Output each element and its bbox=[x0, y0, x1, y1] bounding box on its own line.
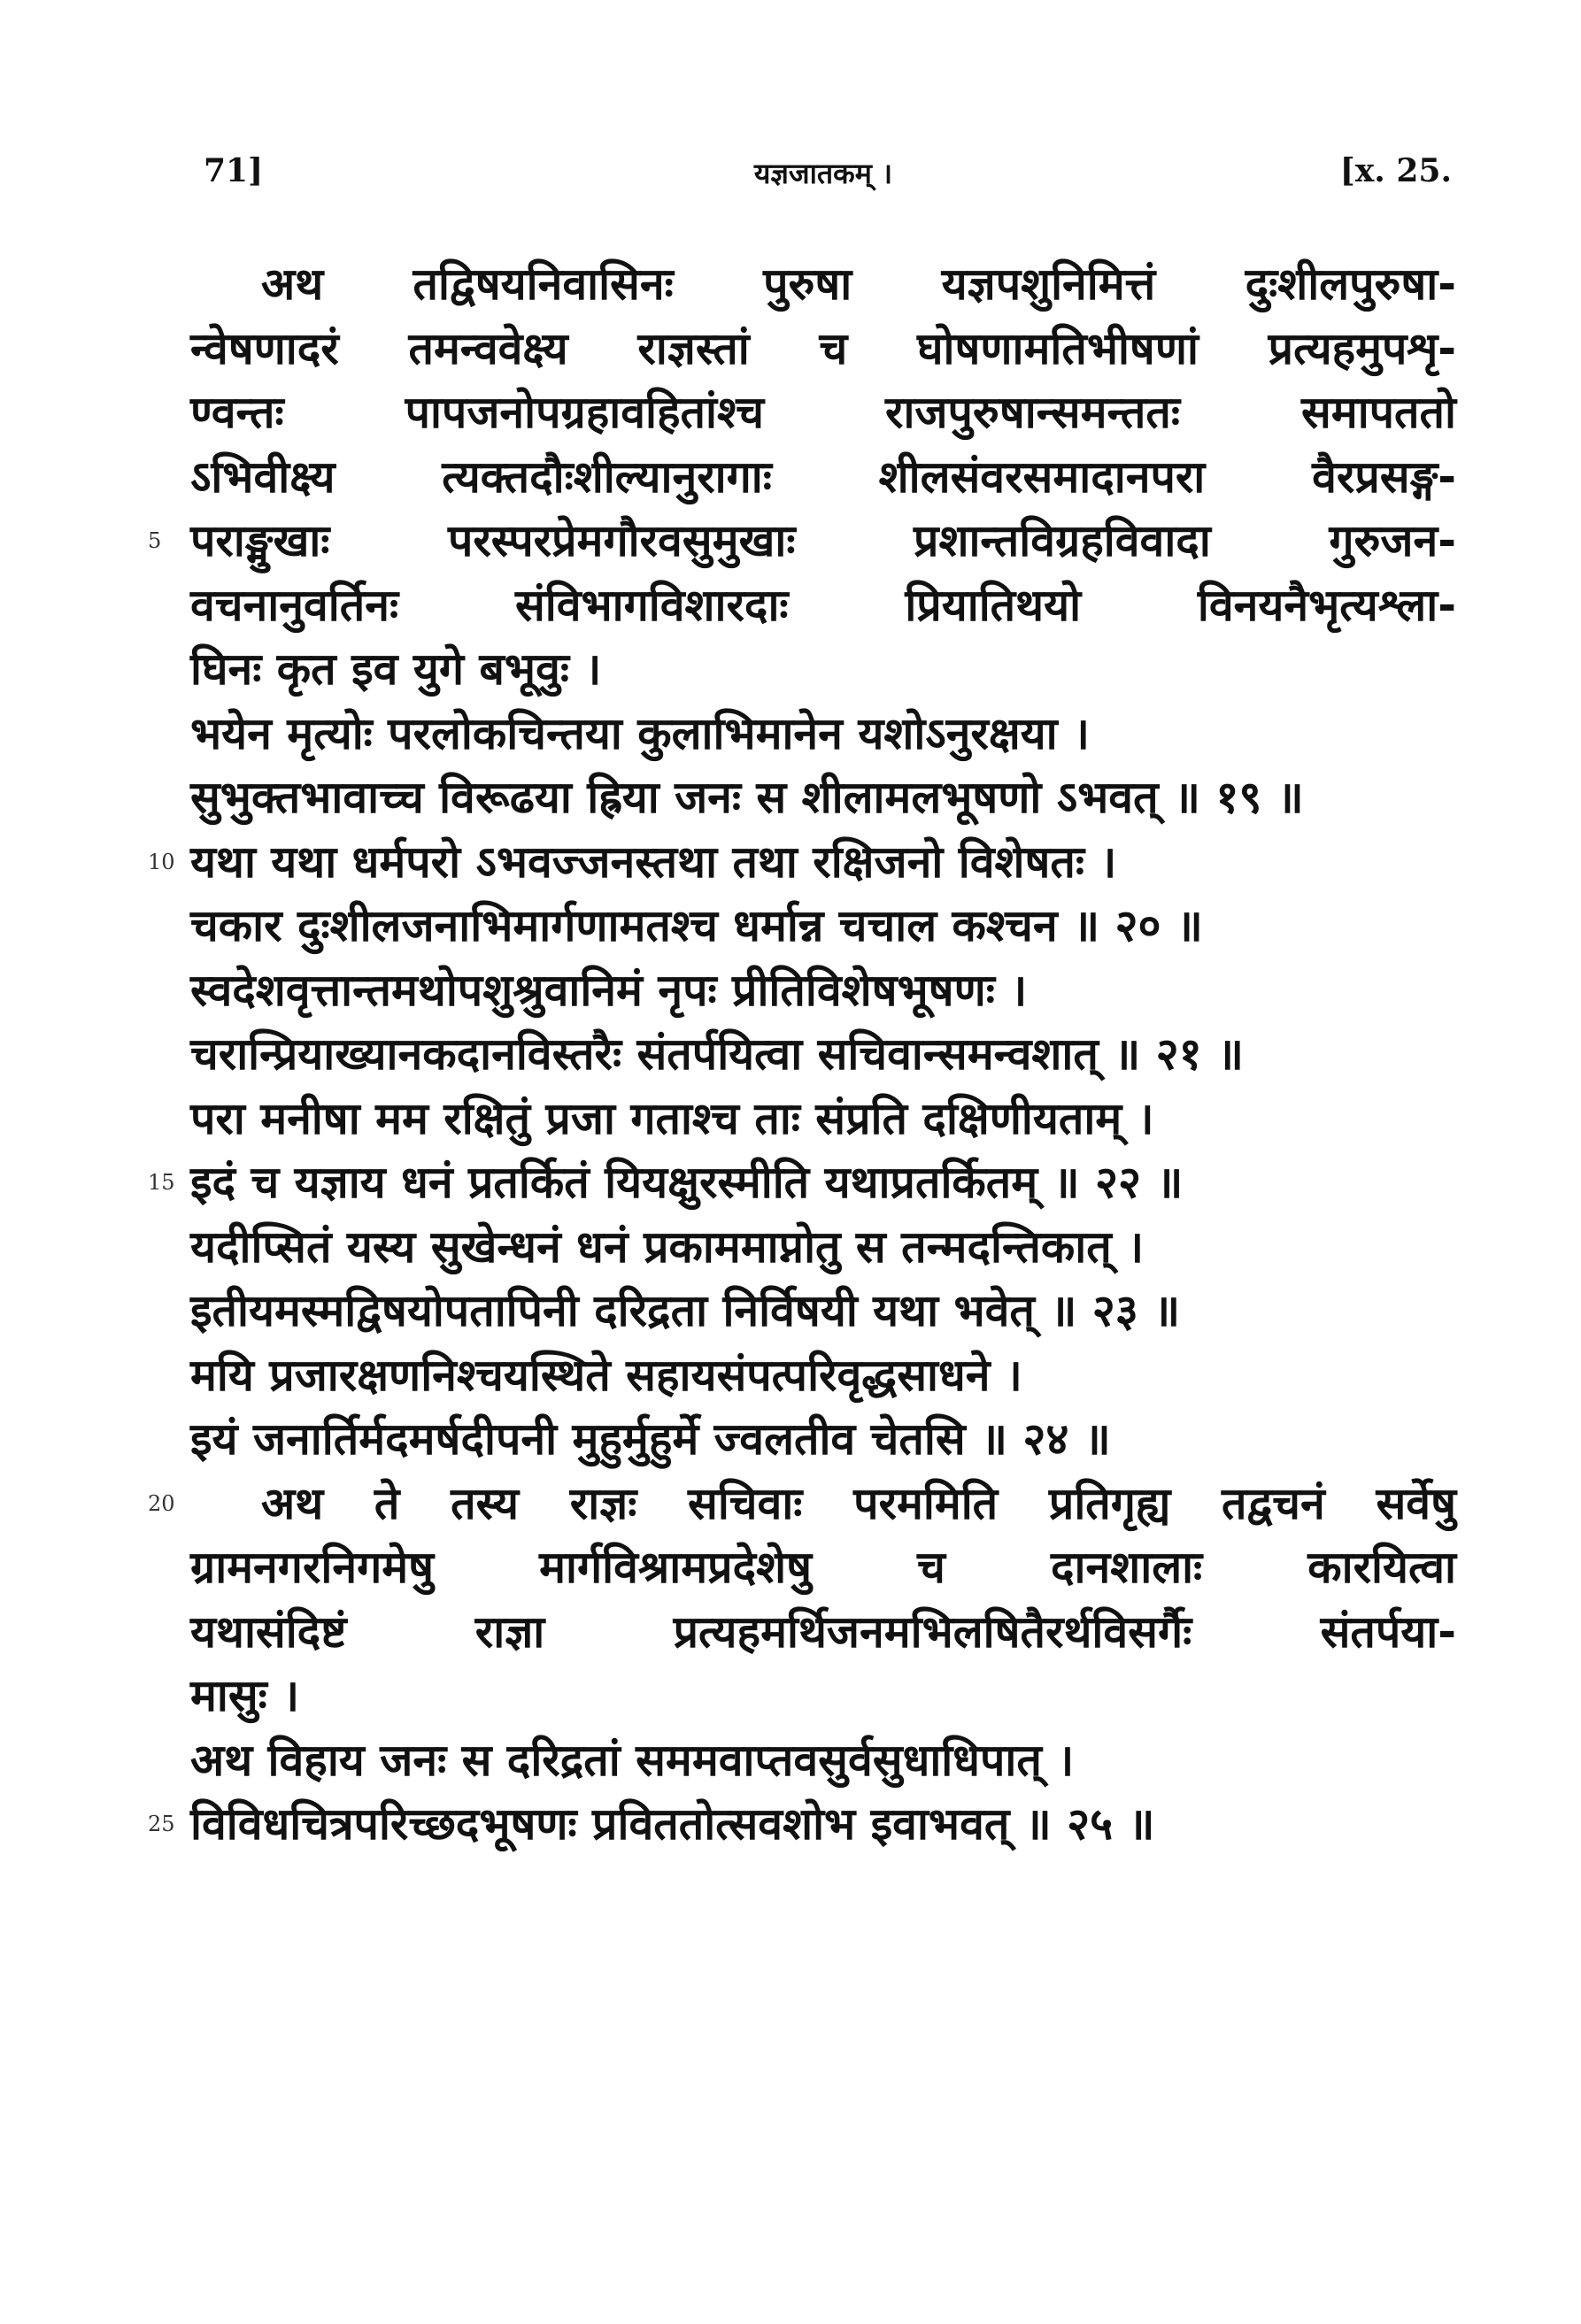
text-line bbox=[190, 766, 1456, 830]
text-line bbox=[190, 1022, 1456, 1087]
text-line bbox=[190, 573, 1456, 638]
line-text: अथ ते तस्य राज्ञः सचिवाः परममिति प्रतिगृह्य तद्वचनं सर्वेषु bbox=[261, 1477, 1456, 1529]
running-title: यज्ञजातकम् । bbox=[753, 157, 893, 190]
text-line bbox=[190, 1087, 1456, 1151]
line-text: इतीयमस्मद्विषयोपतापिनी दरिद्रता निर्विषयी यथा भवेत् ॥ २३ ॥ bbox=[190, 1285, 1181, 1336]
line-text: इदं च यज्ञाय धनं प्रतर्कितं यियक्षुरस्मीति यथाप्रतर्कितम् ॥ २२ ॥ bbox=[190, 1157, 1184, 1208]
text-line bbox=[190, 381, 1456, 445]
line-number: 5 bbox=[148, 528, 162, 553]
line-text: चकार दुःशीलजनाभिमार्गणामतश्च धर्मान्न चचाल कश्चन ॥ २० ॥ bbox=[190, 900, 1203, 951]
text-line bbox=[190, 958, 1456, 1023]
line-text: चरान्प्रियाख्यानकदानविस्तरैः संतर्पयित्वा सचिवान्समन्वशात् ॥ २१ ॥ bbox=[190, 1028, 1244, 1080]
text-line bbox=[148, 509, 1456, 573]
body-text bbox=[148, 252, 1456, 1857]
line-number: 20 bbox=[148, 1490, 175, 1516]
text-line bbox=[190, 1728, 1456, 1793]
text-line bbox=[190, 1600, 1456, 1665]
text-line bbox=[190, 252, 1456, 317]
line-text: परा मनीषा मम रक्षितुं प्रजा गताश्च ताः संप्रति दक्षिणीयताम् । bbox=[190, 1092, 1154, 1144]
line-text: मयि प्रजारक्षणनिश्चयस्थिते सहायसंपत्परिवृद्धसाधने । bbox=[190, 1349, 1022, 1401]
line-text: वचनानुवर्तिनः संविभागविशारदाः प्रियातिथयो विनयनैभृत्यश्ला- bbox=[190, 579, 1456, 631]
line-text: यदीप्सितं यस्य सुखेन्धनं धनं प्रकाममाप्नोतु स तन्मदन्तिकात् । bbox=[190, 1220, 1145, 1273]
text-line bbox=[190, 317, 1456, 381]
running-header bbox=[195, 152, 1452, 205]
line-text: अथ विहाय जनः स दरिद्रतां सममवाप्तवसुर्वसुधाधिपात् । bbox=[190, 1734, 1075, 1786]
line-number: 15 bbox=[148, 1170, 175, 1195]
line-text: ण्वन्तः पापजनोपग्रहावहितांश्च राजपुरुषान्समन्ततः समापततो bbox=[190, 387, 1456, 438]
line-text: ऽभिवीक्ष्य त्यक्तदौःशील्यानुरागाः शीलसंवरसमादानपरा वैरप्रसङ्ग- bbox=[190, 450, 1456, 503]
text-line bbox=[148, 830, 1456, 895]
text-line bbox=[190, 1535, 1456, 1600]
text-line bbox=[190, 1343, 1456, 1408]
text-line bbox=[190, 445, 1456, 510]
text-line bbox=[190, 1215, 1456, 1280]
line-text: न्वेषणादरं तमन्ववेक्ष्य राज्ञस्तां च घोषणामतिभीषणां प्रत्यहमुपशृ- bbox=[190, 322, 1456, 374]
text-line bbox=[190, 1664, 1456, 1728]
line-text: ग्रामनगरनिगमेषु मार्गविश्रामप्रदेशेषु च दानशालाः कारयित्वा bbox=[190, 1542, 1456, 1593]
line-text: पराङ्मुखाः परस्परप्रेमगौरवसुमुखाः प्रशान्तविग्रहविवादा गुरुजन- bbox=[190, 515, 1456, 566]
text-line bbox=[148, 1792, 1456, 1857]
text-line bbox=[190, 637, 1456, 702]
text-line bbox=[190, 1279, 1456, 1343]
line-text: अथ तद्विषयनिवासिनः पुरुषा यज्ञपशुनिमित्तं दुःशीलपुरुषा- bbox=[261, 258, 1456, 310]
line-number: 25 bbox=[148, 1812, 175, 1836]
text-line bbox=[190, 702, 1456, 766]
line-number: 10 bbox=[148, 849, 175, 874]
section-reference: [x. 25. bbox=[1339, 152, 1452, 189]
line-text: विविधचित्रपरिच्छदभूषणः प्रविततोत्सवशोभ इवाभवत् ॥ २५ ॥ bbox=[190, 1798, 1155, 1850]
line-text: भयेन मृत्योः परलोकचिन्तया कुलाभिमानेन यशोऽनुरक्षया । bbox=[190, 707, 1090, 759]
line-text: सुभुक्तभावाच्च विरूढया ह्रिया जनः स शीलामलभूषणो ऽभवत् ॥ १९ ॥ bbox=[190, 772, 1304, 823]
line-text: घिनः कृत इव युगे बभूवुः । bbox=[190, 643, 602, 695]
text-line bbox=[190, 894, 1456, 958]
line-text: मासुः । bbox=[190, 1670, 300, 1721]
line-text: इयं जनार्तिर्मदमर्षदीपनी मुहुर्मुहुर्मे ज्वलतीव चेतसि ॥ २४ ॥ bbox=[190, 1413, 1111, 1465]
text-line bbox=[148, 1150, 1456, 1215]
text-line bbox=[190, 1407, 1456, 1472]
line-text: यथा यथा धर्मपरो ऽभवज्जनस्तथा तथा रक्षिजनो विशेषतः । bbox=[190, 835, 1117, 888]
line-text: यथासंदिष्टं राज्ञा प्रत्यहमर्थिजनमभिलषितैरर्थविसर्गैः संतर्पया- bbox=[190, 1605, 1456, 1658]
text-line bbox=[148, 1472, 1456, 1536]
page-number: 71] bbox=[204, 152, 264, 189]
line-text: स्वदेशवृत्तान्तमथोपशुश्रुवानिमं नृपः प्रीतिविशेषभूषणः । bbox=[190, 964, 1028, 1016]
